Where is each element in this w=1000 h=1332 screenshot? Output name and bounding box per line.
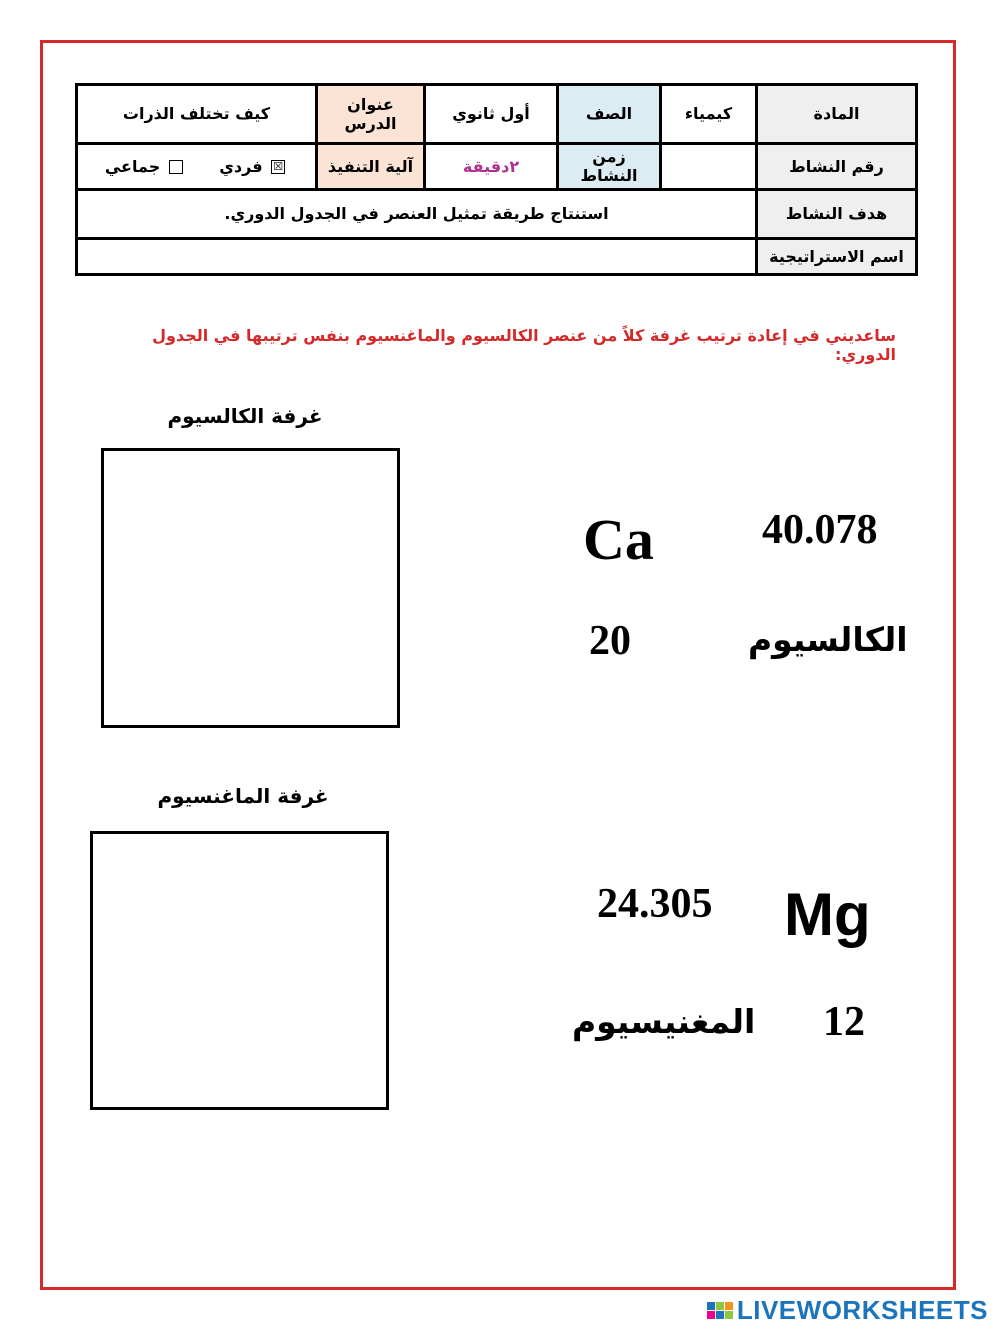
logo-mark-icon [707,1302,733,1319]
individual-label: فردي [219,156,263,176]
activity-number-label: رقم النشاط [757,143,917,189]
magnesium-room-label: غرفة الماغنسيوم [157,784,329,808]
calcium-room-dropzone[interactable] [101,448,400,728]
execution-label: آلية التنفيذ [317,143,425,189]
lesson-title-label: عنوان الدرس [317,85,425,144]
group-label: جماعي [104,156,161,176]
grade-label: الصف [558,85,661,144]
group-checkbox[interactable] [169,160,183,174]
magnesium-atomic-number[interactable]: 12 [823,999,865,1045]
liveworksheets-logo [707,1295,988,1326]
lesson-title-value: كيف تختلف الذرات [77,85,317,144]
instruction-text: ساعديني في إعادة ترتيب غرفة كلاً من عنصر الكالسيوم والماغنسيوم بنفس ترتيبها في الجدول الدوري: [152,326,896,364]
execution-options [77,143,317,189]
goal-label: هدف النشاط [757,190,917,239]
activity-info-table [75,83,918,276]
magnesium-symbol[interactable]: Mg [784,881,871,948]
calcium-atomic-mass[interactable]: 40.078 [762,507,878,553]
magnesium-name[interactable]: المغنيسيوم [572,1002,756,1041]
strategy-label: اسم الاستراتيجية [757,238,917,274]
activity-time-value: ٢دقيقة [425,143,558,189]
strategy-value[interactable] [77,238,757,274]
goal-value: استنتاج طريقة تمثيل العنصر في الجدول الدوري. [77,190,757,239]
logo-text: LIVEWORKSHEETS [736,1295,988,1325]
grade-value: أول ثانوي [425,85,558,144]
subject-value: كيمياء [661,85,757,144]
magnesium-room-dropzone[interactable] [90,831,389,1110]
calcium-name[interactable]: الكالسيوم [748,620,908,659]
individual-checkbox[interactable]: ☒ [271,160,285,174]
activity-number-value[interactable] [661,143,757,189]
calcium-symbol[interactable]: Ca [583,507,654,572]
activity-time-label: زمن النشاط [558,143,661,189]
calcium-room-label: غرفة الكالسيوم [167,404,323,428]
subject-label: المادة [757,85,917,144]
calcium-atomic-number[interactable]: 20 [589,618,631,664]
magnesium-atomic-mass[interactable]: 24.305 [597,881,713,927]
